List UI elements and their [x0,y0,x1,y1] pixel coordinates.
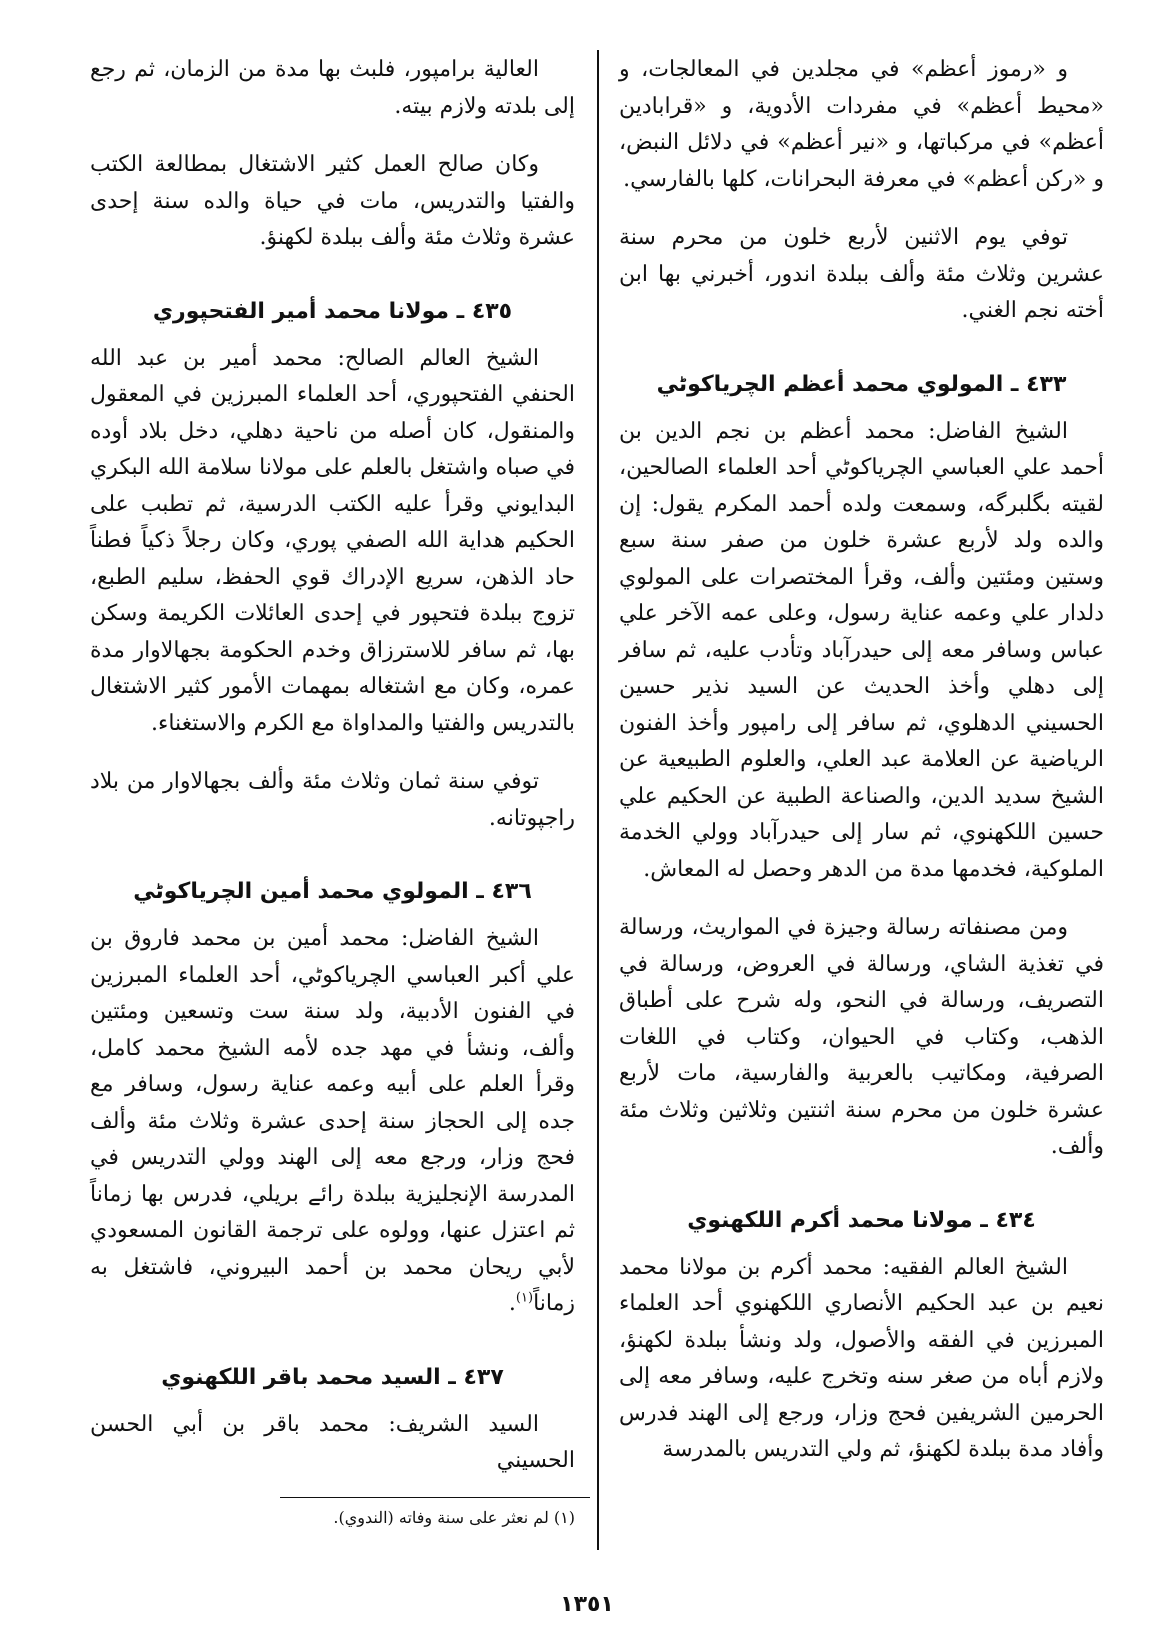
entry-heading-436: ٤٣٦ ـ المولوي محمد أمين الچرياكوٹي [133,879,532,904]
paragraph-text: الشيخ الفاضل: محمد أمين بن محمد فاروق بن علي أكبر العباسي الچرياكوٹي، أحد العلماء المبرزين في الفنون الأدبية، ولد سنة ست وتسعين ومئتين وألف، ونشأ في مهد جده لأمه الشيخ محمد كامل، وقرأ العلم على أبيه وعمه عناية رسول، وسافر مع جده إلى الحجاز سنة إحدى عشرة وثلاث مئة وألف فحج وزار، ورجع معه إلى الهند وولي التدريس في المدرسة الإنجليزية ببلدة رائے بريلي، فدرس بها زماناً ثم اعتزل عنها، وولوه على ترجمة القانون المسعودي لأبي ريحان محمد بن أحمد البيروني، فاشتغل به زماناً [90,926,575,1316]
left-column [90,52,575,1480]
paragraph: السيد الشريف: محمد باقر بن أبي الحسن الحسيني [90,1411,575,1473]
page-number: ١٣٥١ [560,1592,614,1617]
entry-heading-434: ٤٣٤ ـ مولانا محمد أكرم اللكهنوي [687,1207,1036,1233]
entry-heading-433: ٤٣٣ ـ المولوي محمد أعظم الچرياكوٹي [656,371,1067,397]
column-divider [597,50,599,1550]
paragraph: الشيخ العالم الصالح: محمد أمير بن عبد الله الحنفي الفتحپوري، أحد العلماء المبرزين في المعقول والمنقول، كان أصله من ناحية دهلي، دخل بلاد أوده في صباه واشتغل بالعلم على مولانا سلامة الله البكري البدايوني وقرأ عليه الكتب الدرسية، ثم تطبب على الحكيم هداية الله الصفي پوري، وكان رجلاً ذكياً فطناً حاد الذهن، سريع الإدراك قوي الحفظ، سليم الطبع، تزوج ببلدة فتحپور في إحدى العائلات الكريمة وسكن بها، ثم سافر للاسترزاق وخدم الحكومة بجهالاوار مدة عمره، وكان مع اشتغاله بمهمات الأمور كثير الاشتغال بالتدريس والفتيا والمداواة مع الكرم والاستغناء. [90,345,575,736]
footnote: (١) لم نعثر على سنة وفاته (الندوي). [333,1508,575,1527]
paragraph: توفي سنة ثمان وثلاث مئة وألف بجهالاوار من بلاد راجپوتانه. [90,769,575,831]
footnote-rule [280,1497,590,1498]
paragraph: وكان صالح العمل كثير الاشتغال بمطالعة الكتب والفتيا والتدريس، مات في حياة والده سنة إحدى عشرة وثلاث مئة وألف ببلدة لكهنؤ. [90,152,575,250]
paragraph: و «رموز أعظم» في مجلدين في المعالجات، و «محيط أعظم» في مفردات الأدوية، و «قرابادين أعظم» في مركباتها، و «نير أعظم» في دلائل النبض، و «ركن أعظم» في معرفة البحرانات، كلها بالفارسي. [619,57,1104,192]
paragraph [90,921,575,1323]
paragraph: الشيخ العالم الفقيه: محمد أكرم بن مولانا محمد نعيم بن عبد الحكيم الأنصاري اللكهنوي أحد العلماء المبرزين في الفقه والأصول، ولد ونشأ ببلدة لكهنؤ، ولازم أباه من صغر سنه وتخرج عليه، وسافر معه إلى الحرمين الشريفين فحج وزار، ورجع إلى الهند فدرس وأفاد مدة ببلدة لكهنؤ، ثم ولي التدريس بالمدرسة [619,1254,1104,1462]
footnote-reference[interactable]: (١) [515,1290,534,1306]
entry-heading-435: ٤٣٥ ـ مولانا محمد أمير الفتحپوري [152,298,513,324]
paragraph: العالية برامپور، فلبث بها مدة من الزمان، ثم رجع إلى بلدته ولازم بيته. [90,57,575,119]
paragraph: الشيخ الفاضل: محمد أعظم بن نجم الدين بن أحمد علي العباسي الچرياكوٹي أحد العلماء الصالحين، لقيته بگلبرگه، وسمعت ولده أحمد المكرم يقول: إن والده ولد لأربع عشرة خلون من صفر سنة سبع وستين ومئتين وألف، وقرأ المختصرات على المولوي دلدار علي وعمه عناية رسول، وعلى عمه الآخر علي عباس وسافر معه إلى حيدرآباد وتأدب عليه، ثم سافر إلى دهلي وأخذ الحديث عن السيد نذير حسين الحسيني الدهلوي، ثم سافر إلى رامپور وأخذ الفنون الرياضية عن العلامة عبد العلي، والعلوم الطبيعية عن الشيخ سديد الدين، والصناعة الطبية عن الحكيم علي حسين اللكهنوي، ثم سار إلى حيدرآباد وولي الخدمة الملوكية، فخدمها مدة من الدهر وحصل له المعاش. [619,418,1104,882]
right-column [619,52,1104,1469]
paragraph: توفي يوم الاثنين لأربع خلون من محرم سنة عشرين وثلاث مئة وألف ببلدة اندور، أخبرني بها ابن أخته نجم الغني. [619,225,1104,323]
paragraph-end: . [508,1291,516,1316]
entry-heading-437: ٤٣٧ ـ السيد محمد باقر اللكهنوي [161,1364,504,1390]
paragraph: ومن مصنفاته رسالة وجيزة في المواريث، ورسالة في تغذية الشاي، ورسالة في العروض، ورسالة في التصريف، ورسالة في النحو، وله شرح على أطباق الذهب، وكتاب في الحيوان، وكتاب في اللغات الصرفية، ومكاتيب بالعربية والفارسية، مات لأربع عشرة خلون من محرم سنة اثنتين وثلاثين وثلاث مئة وألف. [619,915,1104,1159]
